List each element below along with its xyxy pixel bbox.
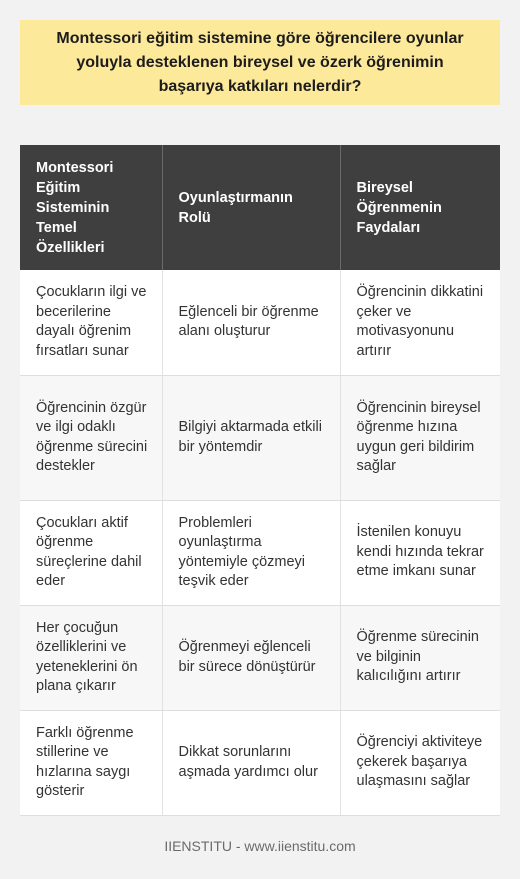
table-cell: Öğrenme sürecinin ve bilginin kalıcılığını artırır <box>340 605 500 710</box>
table-row <box>20 270 500 375</box>
comparison-table <box>20 145 500 816</box>
table-cell: Farklı öğrenme stillerine ve hızlarına saygı gösterir <box>20 710 162 815</box>
table-row <box>20 605 500 710</box>
table-cell: Öğrencinin bireysel öğrenme hızına uygun geri bildirim sağlar <box>340 375 500 500</box>
table-cell: Bilgiyi aktarmada etkili bir yöntemdir <box>162 375 340 500</box>
page-title: Montessori eğitim sistemine göre öğrencilere oyunlar yoluyla desteklenen bireysel ve özerk öğrenimin başarıya katkıları nelerdir? <box>56 29 464 95</box>
table-cell: Öğrencinin dikkatini çeker ve motivasyonunu artırır <box>340 270 500 375</box>
table-header-row <box>20 145 500 270</box>
table-cell: İstenilen konuyu kendi hızında tekrar etme imkanı sunar <box>340 500 500 605</box>
column-header: Bireysel Öğrenmenin Faydaları <box>340 145 500 270</box>
column-header: Oyunlaştırmanın Rolü <box>162 145 340 270</box>
table-row <box>20 500 500 605</box>
title-banner <box>20 20 500 105</box>
table-cell: Dikkat sorunlarını aşmada yardımcı olur <box>162 710 340 815</box>
table-cell: Çocukları aktif öğrenme süreçlerine dahil eder <box>20 500 162 605</box>
table-cell: Her çocuğun özelliklerini ve yeteneklerini ön plana çıkarır <box>20 605 162 710</box>
table-row <box>20 375 500 500</box>
table-cell: Eğlenceli bir öğrenme alanı oluşturur <box>162 270 340 375</box>
table-cell: Öğrencinin özgür ve ilgi odaklı öğrenme sürecini destekler <box>20 375 162 500</box>
table-cell: Öğrenmeyi eğlenceli bir sürece dönüştürür <box>162 605 340 710</box>
table-cell: Öğrenciyi aktiviteye çekerek başarıya ulaşmasını sağlar <box>340 710 500 815</box>
table-cell: Çocukların ilgi ve becerilerine dayalı öğrenim fırsatları sunar <box>20 270 162 375</box>
footer-credit: IIENSTITU - www.iienstitu.com <box>164 838 356 854</box>
column-header: Montessori Eğitim Sisteminin Temel Özellikleri <box>20 145 162 270</box>
table-cell: Problemleri oyunlaştırma yöntemiyle çözmeyi teşvik eder <box>162 500 340 605</box>
table-row <box>20 710 500 815</box>
